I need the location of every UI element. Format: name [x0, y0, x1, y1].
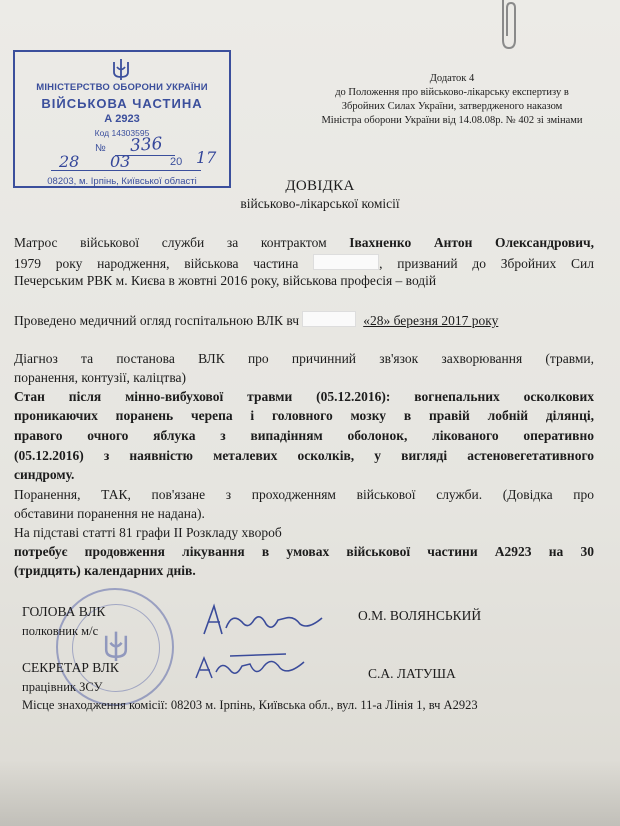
redacted-unit-2	[302, 311, 356, 327]
secretary-title: СЕКРЕТАР ВЛК	[22, 660, 119, 675]
stamp-year-printed: 20	[170, 156, 183, 168]
commission-location: Місце знаходження комісії: 08203 м. Ірпінь, Київська обл., вул. 11-а Лінія 1, вч А2923	[22, 698, 478, 712]
stamp-unit-label: ВІЙСЬКОВА ЧАСТИНА	[41, 96, 203, 111]
page-shadow	[0, 760, 620, 826]
head-name: О.М. ВОЛЯНСЬКИЙ	[358, 608, 482, 623]
secretary-name: С.А. ЛАТУША	[368, 666, 456, 681]
stamp-date-month: 03	[110, 152, 131, 171]
intro-line-1: Матрос військової служби за контрактом Іваxненко Антон Олександрович,	[14, 235, 594, 250]
trident-icon	[102, 630, 130, 664]
appendix-line: Збройних Силах України, затвердженого наказом	[341, 101, 563, 112]
diagnosis-bold-line: правого очного яблука з випадінням оболонок, лікованого оперативно	[14, 428, 594, 443]
diagnosis-bold-line: (05.12.2016) з наявністю металевих осколків, у вигляді астеновегетативного	[14, 448, 594, 463]
diagnosis-line-1: Діагноз та постанова ВЛК про причинний зв'язок захворювання (травми,	[14, 351, 594, 366]
exam-date: «28» березня 2017 року	[363, 313, 499, 328]
document-title: ДОВІДКА	[285, 178, 355, 194]
appendix-line: до Положення про військово-лікарську експертизу в	[335, 87, 569, 98]
exam-line: Проведено медичний огляд госпітальною ВЛК вч «28» березня 2017 року	[14, 313, 499, 328]
head-rank: полковник м/с	[22, 624, 99, 638]
basis-line: На підставі статті 81 графи II Розкладу хвороб	[14, 525, 282, 540]
redacted-unit	[313, 254, 379, 270]
injury-line-1: Поранення, ТАК, пов'язане з проходженням військової служби. (Довідка про	[14, 487, 594, 502]
decision-line-2: (тридцять) календарних днів.	[14, 563, 196, 578]
head-title: ГОЛОВА ВЛК	[22, 604, 106, 619]
diagnosis-line-2: поранення, контузії, каліцтва)	[14, 370, 187, 385]
paperclip-icon	[497, 0, 519, 52]
intro-line-3: Печерським РВК м. Києва в жовтні 2016 року, військова професія – водій	[14, 273, 437, 288]
stamp-code: Код 14303595	[94, 128, 150, 138]
appendix-line: Міністра оборони України від 14.08.08р. № 402 зі змінами	[321, 115, 583, 126]
stamp-number-label: №	[95, 143, 106, 154]
diagnosis-bold-line: Стан після мінно-вибухової травми (05.12.2016): вогнепальних осколкових	[14, 389, 594, 404]
stamp-unit-number: А 2923	[104, 113, 140, 125]
secretary-signature	[190, 648, 310, 688]
diagnosis-bold-line: проникаючих поранень черепа і головного мозку в правій лобній ділянці,	[14, 408, 594, 423]
intro-line-2: 1979 року народження, військова частина , призваний до Збройних Сил	[14, 256, 594, 271]
head-signature	[198, 598, 328, 642]
stamp-date-day: 28	[59, 152, 80, 171]
appendix-block	[296, 72, 608, 128]
appendix-line: Додаток 4	[429, 73, 475, 84]
diagnosis-bold-line: синдрому.	[14, 467, 75, 482]
stamp-year-handwritten: 17	[196, 148, 217, 167]
decision-line-1: потребує продовження лікування в умовах військової частини А2923 на 30	[14, 544, 594, 559]
document-subtitle: військово-лікарської комісії	[240, 196, 400, 211]
stamp-address: 08203, м. Ірпінь, Київської області	[47, 176, 197, 187]
injury-line-2: обставини поранення не надана).	[14, 506, 205, 521]
patient-name: Іваxненко Антон Олександрович,	[349, 235, 594, 250]
stamp-ministry: МІНІСТЕРСТВО ОБОРОНИ УКРАЇНИ	[36, 82, 208, 93]
trident-icon	[111, 58, 131, 82]
secretary-rank: працівник ЗСУ	[22, 680, 103, 694]
stamp-number-handwritten: 336	[129, 133, 164, 157]
